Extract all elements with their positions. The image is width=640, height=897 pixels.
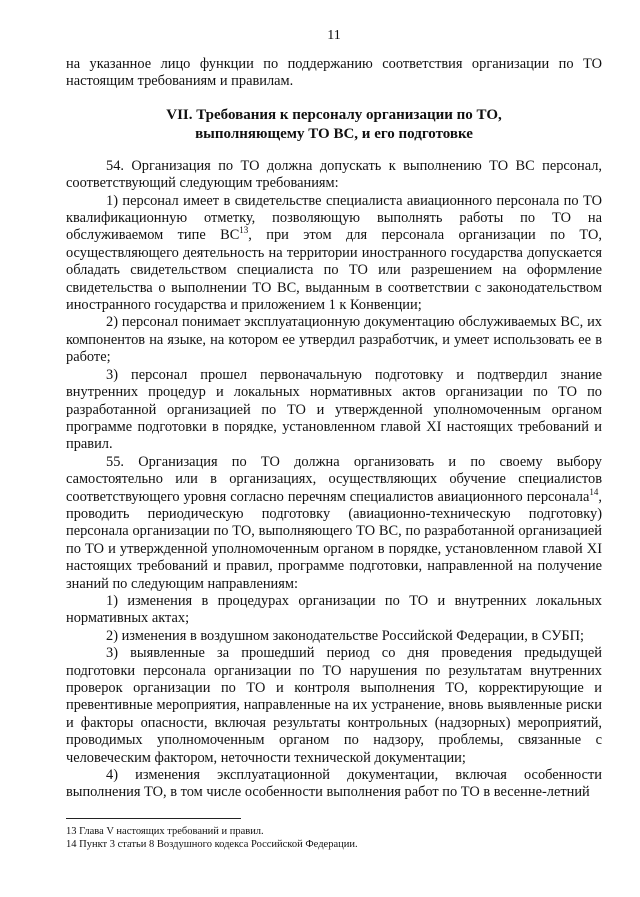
page-number: 11 xyxy=(327,28,341,43)
section-heading-line-2: выполняющему ТО ВС, и его подготовке xyxy=(195,125,473,142)
footnote-divider xyxy=(66,818,241,819)
footnote-ref-13: 13 xyxy=(239,225,249,236)
paragraph-55-text-a: 55. Организация по ТО должна организовать и по своему выбору самостоятельно или в организациях, осуществляющих обучение специалистов соответствующего уровня согласно перечням специалистов авиационного персонала xyxy=(66,453,602,505)
paragraph-54-item-1-text-b: , при этом для персонала организации по ТО, осуществляющего деятельность на территории иностранного государства допускается обладать свидетельством специалиста по ТО или разрешением на оформление свидетельства о выполнении ТО ВС, выданным в соответствии с законодательством иностранного государства и приложением 1 к Конвенции; xyxy=(66,227,602,314)
section-heading xyxy=(66,106,602,144)
footnote-ref-14: 14 xyxy=(589,486,599,497)
paragraph-55 xyxy=(66,454,602,593)
footnotes xyxy=(66,818,602,851)
paragraph-55-item-4: 4) изменения эксплуатационной документации, включая особенности выполнения ТО, в том числе особенности выполнения работ по ТО в весенне-летний xyxy=(66,767,602,801)
paragraph-55-item-1: 1) изменения в процедурах организации по ТО и внутренних локальных нормативных актах; xyxy=(66,592,602,627)
paragraph-54: 54. Организация по ТО должна допускать к выполнению ТО ВС персонал, соответствующий следующим требованиям: xyxy=(66,157,602,192)
section-heading-line-1: VII. Требования к персоналу организации по ТО, xyxy=(166,106,502,123)
paragraph-54-item-3: 3) персонал прошел первоначальную подготовку и подтвердил знание внутренних процедур и локальных нормативных актов организации по ТО по разработанной организацией по ТО и утвержденной уполномоченным органом программе подготовки в порядке, установленном главой XI настоящих требований и правил. xyxy=(66,366,602,453)
paragraph-55-text-b: , проводить периодическую подготовку (авиационно-техническую подготовку) персонала организации по ТО, выполняющего ТО ВС, по разработанной организацией по ТО и утвержденной уполномоченным органом в порядке, установленном главой XI настоящих требований и правил, программе подготовки, направленной на получение знаний по следующим направлениям: xyxy=(66,488,602,592)
intro-paragraph: на указанное лицо функции по поддержанию соответствия организации по ТО настоящим требованиям и правилам. xyxy=(66,56,602,90)
paragraph-55-item-2: 2) изменения в воздушном законодательстве Российской Федерации, в СУБП; xyxy=(106,627,585,644)
footnote-13: 13 Глава V настоящих требований и правил. xyxy=(66,826,264,837)
paragraph-54-item-1 xyxy=(66,193,602,315)
paragraph-54-item-2: 2) персонал понимает эксплуатационную документацию обслуживаемых ВС, их компонентов на языке, на котором ее утвердил разработчик, и умеет использовать ее в работе; xyxy=(66,314,602,366)
paragraph-55-item-3: 3) выявленные за прошедший период со дня проведения предыдущей подготовки персонала организации по ТО нарушения по результатам внутренних проверок организации по ТО и контроля выполнения ТО, корректирующие и превентивные мероприятия, направленные на их устранение, вновь выявленные риски и факторы опасности, включая результаты контрольных (надзорных) мероприятий, проводимых уполномоченным органом по надзору, проблемы, связанные с человеческим фактором, неточности технической документации; xyxy=(66,645,602,766)
paragraph-54-item-1-text-a: 1) персонал имеет в свидетельстве специалиста авиационного персонала по ТО квалификационную отметку, позволяющую выполнять работы по ТО на обслуживаемом типе ВС xyxy=(66,192,602,244)
footnote-14: 14 Пункт 3 статьи 8 Воздушного кодекса Российской Федерации. xyxy=(66,839,358,850)
